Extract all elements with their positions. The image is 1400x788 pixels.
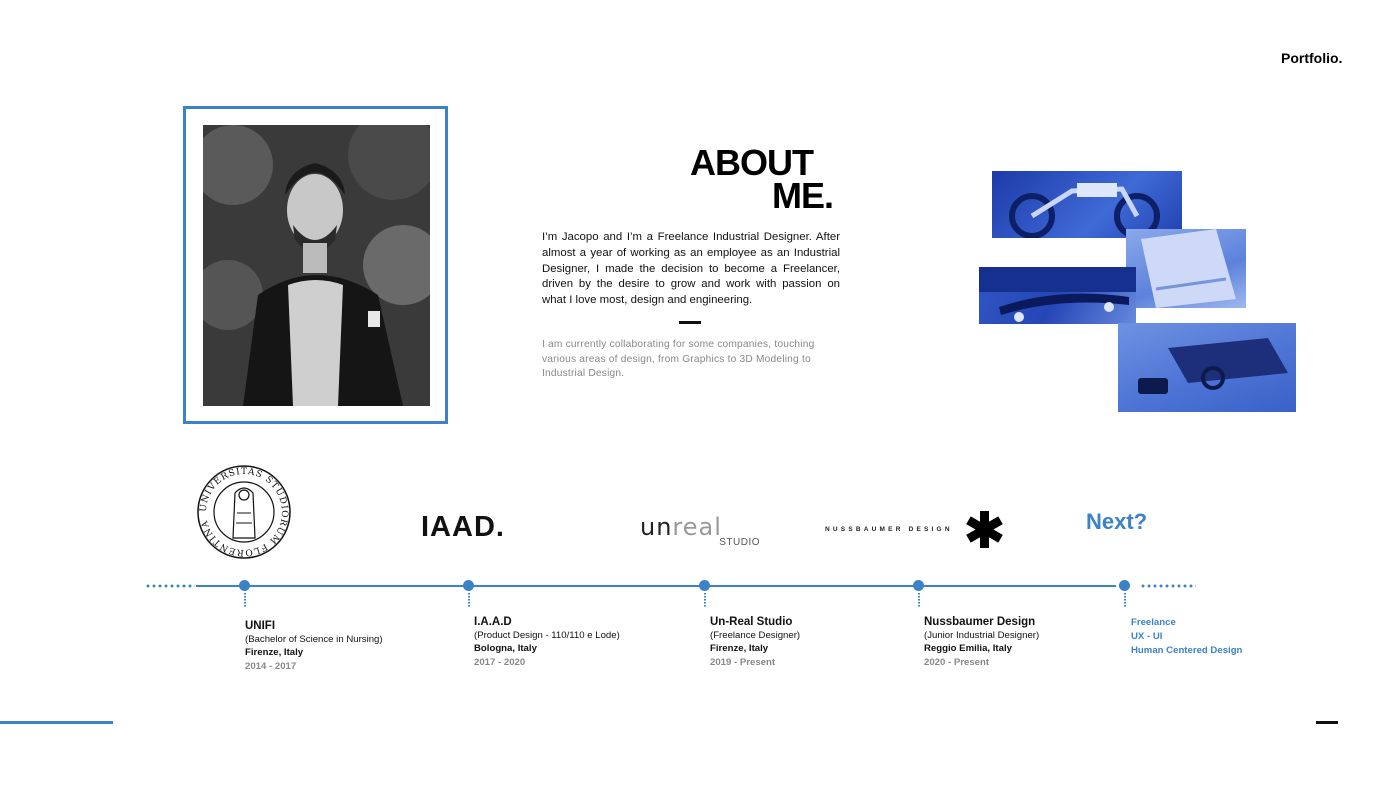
timeline-node-unreal: [699, 580, 710, 591]
footer-dash: [1316, 721, 1338, 724]
portrait-photo: [203, 125, 430, 406]
entry-role: (Junior Industrial Designer): [924, 630, 1040, 641]
book-image: [1126, 229, 1246, 308]
svg-text:UNIVERSITAS STUDIORUM FLORENTI: [199, 467, 289, 557]
desk-devices-image: [1118, 323, 1296, 412]
entry-title: Nussbaumer Design: [924, 616, 1036, 628]
entry-years: 2020 - Present: [924, 656, 990, 668]
timeline-tick: [918, 593, 920, 607]
nussbaumer-logo-text: NUSSBAUMER DESIGN: [825, 526, 953, 533]
iaad-logo: IAAD.: [421, 511, 505, 543]
timeline-node-iaad: [463, 580, 474, 591]
about-title: [690, 142, 835, 216]
timeline-tick: [244, 593, 246, 607]
unreal-logo-studio: STUDIO: [719, 537, 760, 548]
timeline-entry-nussbaumer: [924, 615, 1039, 669]
timeline-node-unifi: [239, 580, 250, 591]
asterisk-icon: [966, 511, 1003, 548]
skateboard-image: [979, 267, 1136, 324]
unreal-logo-part2: real: [672, 513, 722, 541]
portrait-frame: [183, 106, 448, 424]
unifi-seal-text: UNIVERSITAS STUDIORUM FLORENTINA: [198, 466, 290, 558]
entry-place: Bologna, Italy: [474, 643, 537, 655]
about-title-line1: ABOUT: [690, 142, 813, 183]
entry-years: 2014 - 2017: [245, 660, 297, 672]
entry-years: 2019 - Present: [710, 656, 776, 668]
about-title-line2: ME.: [771, 175, 833, 216]
entry-title: I.A.A.D: [474, 616, 512, 628]
timeline-tick: [468, 593, 470, 607]
entry-place: Reggio Emilia, Italy: [924, 643, 1012, 655]
next-item: Human Centered Design: [1131, 645, 1243, 656]
next-item: UX - UI: [1131, 631, 1163, 642]
entry-role: (Product Design - 110/110 e Lode): [474, 630, 620, 641]
timeline-dots-right: [1140, 584, 1196, 588]
entry-role: (Bachelor of Science in Nursing): [245, 634, 383, 645]
footer-accent-bar: [0, 721, 113, 724]
divider-dash: [679, 321, 701, 324]
entry-role: (Freelance Designer): [710, 630, 801, 641]
timeline-node-nussbaumer: [913, 580, 924, 591]
entry-place: Firenze, Italy: [245, 647, 304, 659]
entry-title: UNIFI: [245, 620, 276, 632]
timeline-tick: [1124, 593, 1126, 607]
motorcycle-image: [992, 171, 1182, 238]
entry-place: Firenze, Italy: [710, 643, 769, 655]
timeline-entry-next: [1131, 616, 1242, 658]
timeline-tick: [704, 593, 706, 607]
timeline-entry-unreal: [710, 615, 800, 669]
timeline-entry-unifi: [245, 619, 383, 673]
entry-years: 2017 - 2020: [474, 656, 526, 668]
timeline-node-next: [1119, 580, 1130, 591]
timeline-line: [196, 585, 1116, 587]
next-item: Freelance: [1131, 617, 1176, 628]
about-intro-paragraph: I’m Jacopo and I’m a Freelance Industrial Designer. After almost a year of working as an employee as an Industrial Designer, I made the decision to become a Freelancer, driven by the desire to grow and work with passion on what I love most, design and engineering.: [542, 231, 840, 307]
timeline-dots-left: [145, 584, 195, 588]
portfolio-brand: Portfolio.: [1281, 50, 1343, 66]
timeline-entry-iaad: [474, 615, 620, 669]
about-secondary-paragraph: I am currently collaborating for some companies, touching various areas of design, from Graphics to 3D Modeling to Industrial Design.: [542, 339, 815, 379]
entry-title: Un-Real Studio: [710, 616, 793, 628]
unifi-seal-logo: [195, 463, 293, 561]
next-heading: Next?: [1086, 509, 1148, 534]
unreal-studio-logo: [640, 513, 762, 549]
unreal-logo-part1: un: [640, 513, 673, 541]
